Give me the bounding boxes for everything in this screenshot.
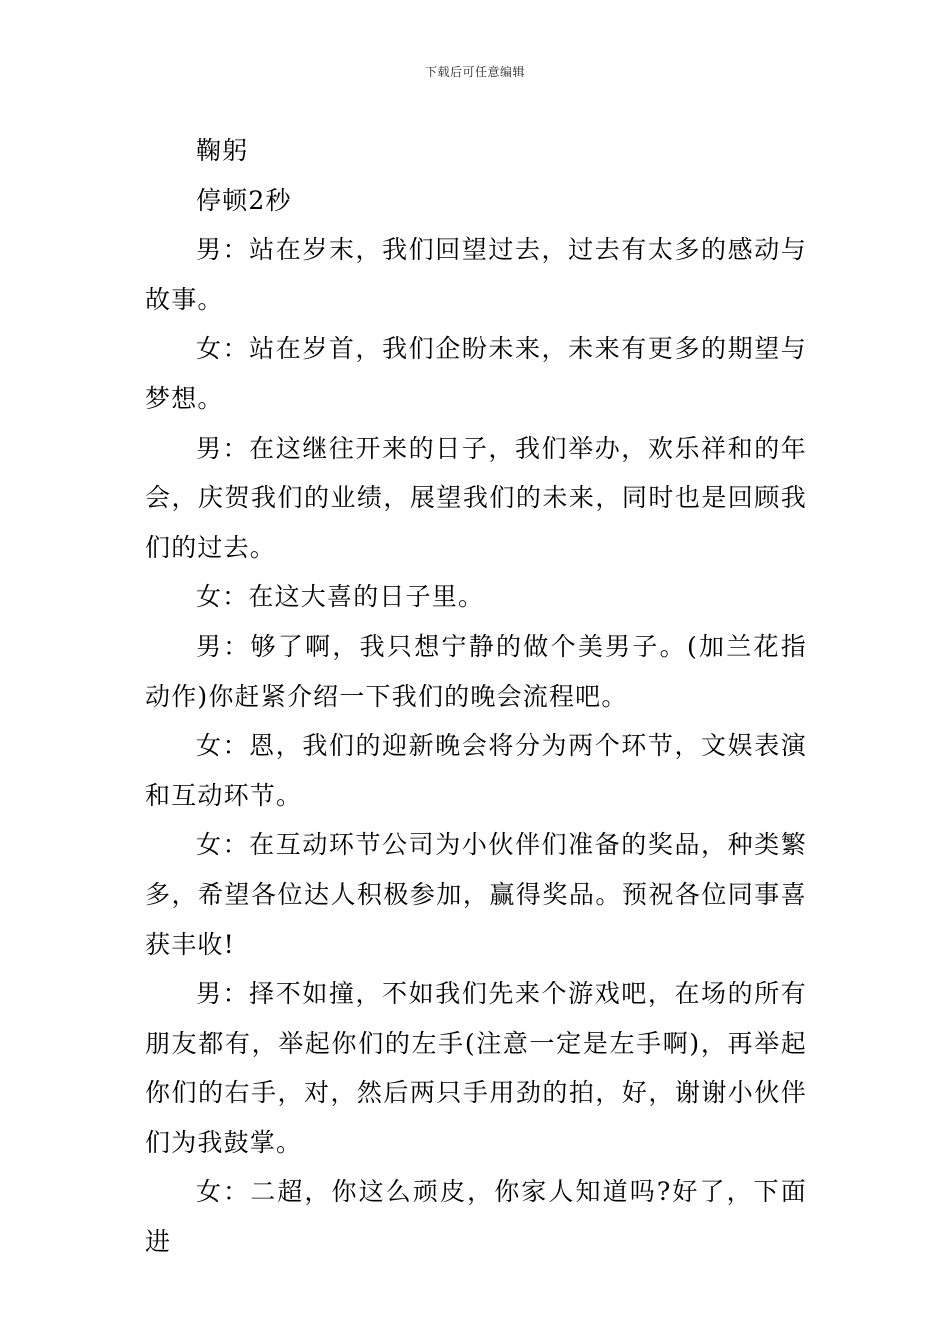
paragraph: 女：恩，我们的迎新晚会将分为两个环节，文娱表演和互动环节。	[145, 731, 807, 810]
paragraph: 男：在这继往开来的日子，我们举办，欢乐祥和的年会，庆贺我们的业绩，展望我们的未来，同时也是回顾我们的过去。	[145, 433, 807, 562]
document-body	[145, 126, 807, 1267]
paragraph: 女：站在岁首，我们企盼未来，未来有更多的期望与梦想。	[145, 334, 807, 413]
paragraph: 男：站在岁末，我们回望过去，过去有太多的感动与故事。	[145, 235, 807, 314]
paragraph: 鞠躬	[196, 136, 249, 165]
paragraph: 女：在这大喜的日子里。	[196, 582, 485, 612]
paragraph: 女：在互动环节公司为小伙伴们准备的奖品，种类繁多，希望各位达人积极参加，赢得奖品。预祝各位同事喜获丰收!	[145, 830, 807, 959]
paragraph: 女：二超，你这么顽皮，你家人知道吗?好了，下面进	[145, 1177, 807, 1257]
paragraph: 男：择不如撞，不如我们先来个游戏吧，在场的所有朋友都有，举起你们的左手(注意一定是左手啊)，再举起你们的右手，对，然后两只手用劲的拍，好，谢谢小伙伴们为我鼓掌。	[145, 979, 807, 1157]
page-header: 下载后可任意编辑	[424, 65, 525, 79]
paragraph: 停顿2秒	[196, 185, 292, 215]
paragraph: 男：够了啊，我只想宁静的做个美男子。(加兰花指动作)你赶紧介绍一下我们的晚会流程吧。	[145, 631, 807, 711]
